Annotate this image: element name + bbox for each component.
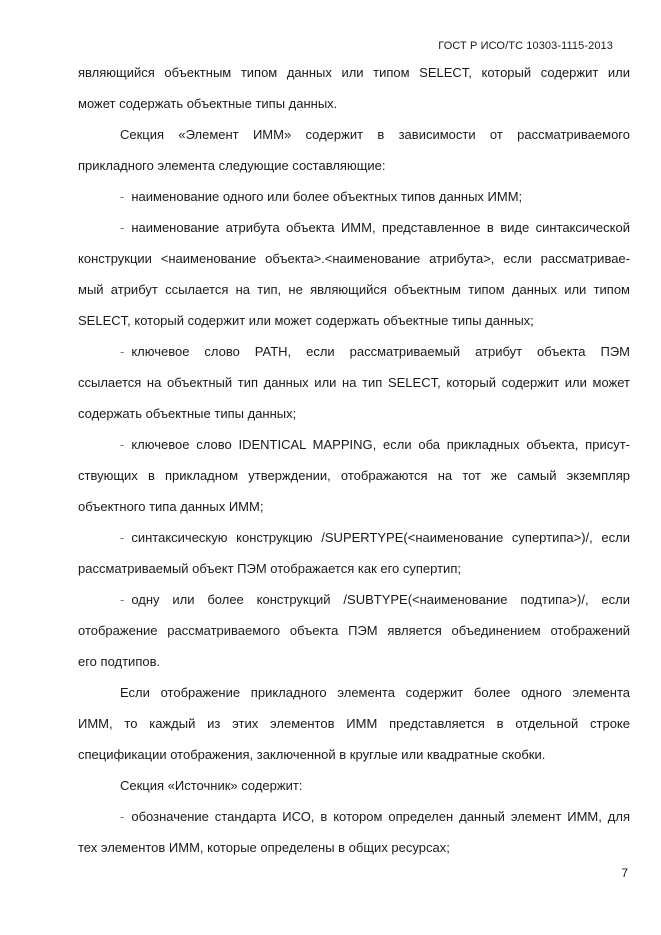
text-line: прикладного элемента следующие составляющие: <box>78 158 386 173</box>
text-line: может содержать объектные типы данных. <box>78 96 338 111</box>
text-line: Секция «Элемент ИММ» содержит в зависимости от рассматриваемого <box>120 127 630 142</box>
list-item: - ключевое слово PATH, если рассматриваемый атрибут объекта ПЭМ <box>120 344 630 359</box>
text-line: тех элементов ИММ, которые определены в общих ресурсах; <box>78 840 450 855</box>
text-line: рассматриваемый объект ПЭМ отображается как его супертип; <box>78 561 461 576</box>
text-line: отображение рассматриваемого объекта ПЭМ является объединением отображений <box>78 623 630 638</box>
text-line: ИММ, то каждый из этих элементов ИММ представляется в отдельной строке <box>78 716 630 731</box>
text-line: спецификации отображения, заключенной в круглые или квадратные скобки. <box>78 747 546 762</box>
text-line: объектного типа данных ИММ; <box>78 499 264 514</box>
text-line: являющийся объектным типом данных или типом SELECT, который содержит или <box>78 65 630 80</box>
document-header: ГОСТ Р ИСО/ТС 10303-1115-2013 <box>438 40 613 52</box>
text-line: содержать объектные типы данных; <box>78 406 297 421</box>
list-item: - обозначение стандарта ИСО, в котором определен данный элемент ИММ, для <box>120 809 630 824</box>
text-line: SELECT, который содержит или может содержать объектные типы данных; <box>78 313 534 328</box>
list-item: - наименование атрибута объекта ИММ, представленное в виде синтаксической <box>120 220 630 235</box>
text-line: Секция «Источник» содержит: <box>120 778 303 793</box>
text-line: конструкции <наименование объекта>.<наименование атрибута>, если рассматривае- <box>78 251 630 266</box>
text-line: мый атрибут ссылается на тип, не являющийся объектным типом данных или типом <box>78 282 630 297</box>
list-item: - наименование одного или более объектных типов данных ИММ; <box>120 189 523 204</box>
page-number: 7 <box>621 866 628 880</box>
text-line: ствующих в прикладном утверждении, отображаются на тот же самый экземпляр <box>78 468 630 483</box>
text-line: его подтипов. <box>78 654 161 669</box>
text-line: ссылается на объектный тип данных или на тип SELECT, который содержит или может <box>78 375 630 390</box>
list-item: - ключевое слово IDENTICAL MAPPING, если оба прикладных объекта, присут- <box>120 437 630 452</box>
list-item: - синтаксическую конструкцию /SUPERTYPE(<наименование супертипа>)/, если <box>120 530 630 545</box>
text-line: Если отображение прикладного элемента содержит более одного элемента <box>120 685 630 700</box>
list-item: - одну или более конструкций /SUBTYPE(<наименование подтипа>)/, если <box>120 592 630 607</box>
